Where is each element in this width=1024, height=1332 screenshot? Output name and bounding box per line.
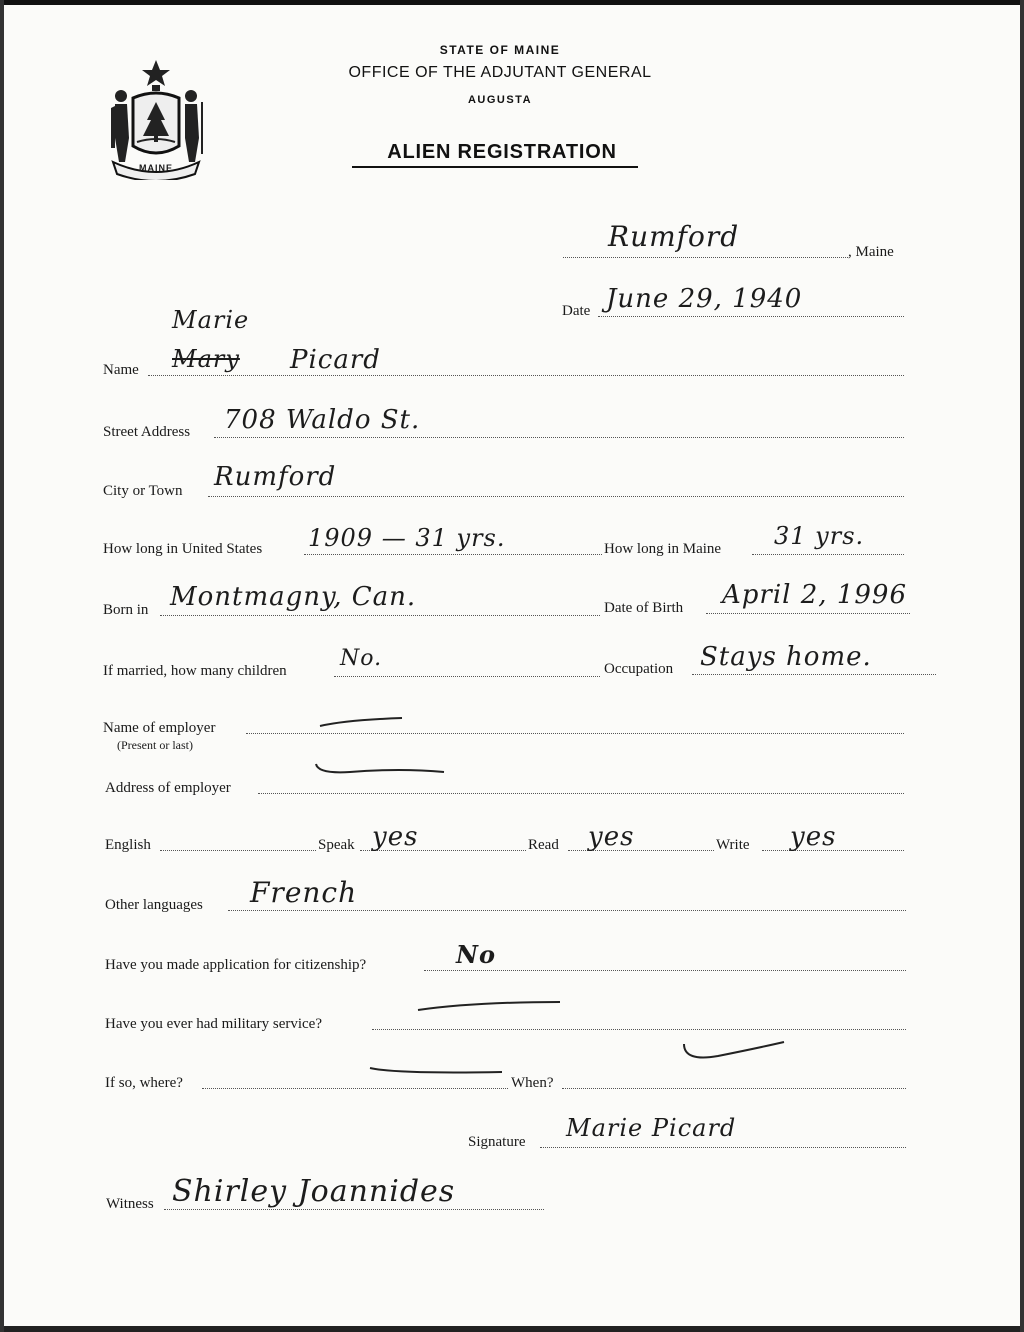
military-line — [372, 1029, 906, 1030]
employer-name-label: Name of employer — [103, 720, 216, 736]
speak-value: yes — [372, 822, 419, 852]
date-of-birth-line — [706, 613, 910, 614]
when-line — [562, 1088, 906, 1089]
english-line — [160, 850, 316, 851]
how-long-us-label: How long in United States — [103, 541, 263, 557]
name-struck: Mary — [172, 345, 240, 373]
name-line — [148, 375, 904, 376]
city-value: Rumford — [214, 462, 337, 492]
how-long-maine-line — [752, 554, 904, 555]
occupation-line — [692, 674, 936, 675]
witness-label: Witness — [106, 1196, 154, 1212]
born-in-label: Born in — [103, 602, 149, 618]
name-correction: Marie — [172, 306, 250, 334]
how-long-maine-value: 31 yrs. — [774, 522, 865, 550]
other-languages-label: Other languages — [105, 897, 203, 913]
header-state: STATE OF MAINE — [439, 43, 561, 57]
seal-banner-text: MAINE — [139, 163, 173, 173]
employer-address-blank-dash — [310, 758, 450, 780]
location-value: Rumford — [608, 220, 740, 253]
date-value: June 29, 1940 — [606, 284, 803, 314]
date-of-birth-label: Date of Birth — [604, 600, 684, 616]
signature-value: Marie Picard — [566, 1114, 737, 1142]
employer-name-line — [246, 733, 904, 734]
name-value: Picard — [290, 345, 381, 375]
children-label: If married, how many children — [103, 663, 287, 679]
write-label: Write — [716, 837, 750, 853]
citizenship-line — [424, 970, 906, 971]
children-value: No. — [340, 646, 383, 671]
city-label: City or Town — [103, 483, 183, 499]
scan-border-right — [1020, 0, 1024, 1332]
employer-name-blank-dash — [316, 712, 406, 732]
header-city: AUGUSTA — [467, 94, 533, 106]
signature-line — [540, 1147, 906, 1148]
when-label: When? — [511, 1075, 554, 1091]
read-value: yes — [588, 822, 635, 852]
how-long-maine-label: How long in Maine — [604, 541, 722, 557]
location-line — [563, 257, 848, 258]
location-suffix: , Maine — [848, 244, 894, 260]
title-underline — [352, 166, 638, 168]
how-long-us-value: 1909 — 31 yrs. — [308, 524, 506, 552]
where-label: If so, where? — [105, 1075, 183, 1091]
witness-value: Shirley Joannides — [172, 1174, 456, 1209]
street-address-value: 708 Waldo St. — [224, 405, 421, 435]
scan-border-left — [0, 0, 4, 1332]
citizenship-label: Have you made application for citizenship? — [105, 957, 367, 973]
where-line — [202, 1088, 508, 1089]
city-line — [208, 496, 904, 497]
street-address-label: Street Address — [103, 424, 191, 440]
occupation-label: Occupation — [604, 661, 674, 677]
how-long-us-line — [304, 554, 602, 555]
other-languages-line — [228, 910, 906, 911]
write-value: yes — [790, 822, 837, 852]
witness-line — [164, 1209, 544, 1210]
date-line — [598, 316, 904, 317]
employer-address-line — [258, 793, 904, 794]
employer-address-label: Address of employer — [105, 780, 231, 796]
maine-state-seal-icon — [103, 58, 209, 180]
speak-label: Speak — [318, 837, 355, 853]
born-in-line — [160, 615, 600, 616]
scan-border-bottom — [0, 1326, 1024, 1332]
date-of-birth-value: April 2, 1996 — [722, 580, 907, 610]
occupation-value: Stays home. — [700, 642, 872, 672]
header-office: OFFICE OF THE ADJUTANT GENERAL — [348, 64, 652, 81]
form-title: ALIEN REGISTRATION — [387, 141, 617, 163]
read-label: Read — [528, 837, 559, 853]
children-line — [334, 676, 600, 677]
when-blank-dash — [678, 1036, 788, 1066]
born-in-value: Montmagny, Can. — [170, 582, 417, 612]
scan-border-top — [0, 0, 1024, 5]
english-label: English — [105, 837, 151, 853]
name-label: Name — [103, 362, 139, 378]
military-label: Have you ever had military service? — [105, 1016, 322, 1032]
citizenship-value: No — [456, 940, 496, 969]
other-languages-value: French — [250, 876, 358, 909]
signature-label: Signature — [468, 1134, 526, 1150]
street-address-line — [214, 437, 904, 438]
where-blank-dash — [366, 1060, 506, 1080]
military-blank-dash — [414, 996, 564, 1016]
date-label: Date — [562, 303, 591, 319]
employer-name-sublabel: (Present or last) — [117, 738, 193, 752]
